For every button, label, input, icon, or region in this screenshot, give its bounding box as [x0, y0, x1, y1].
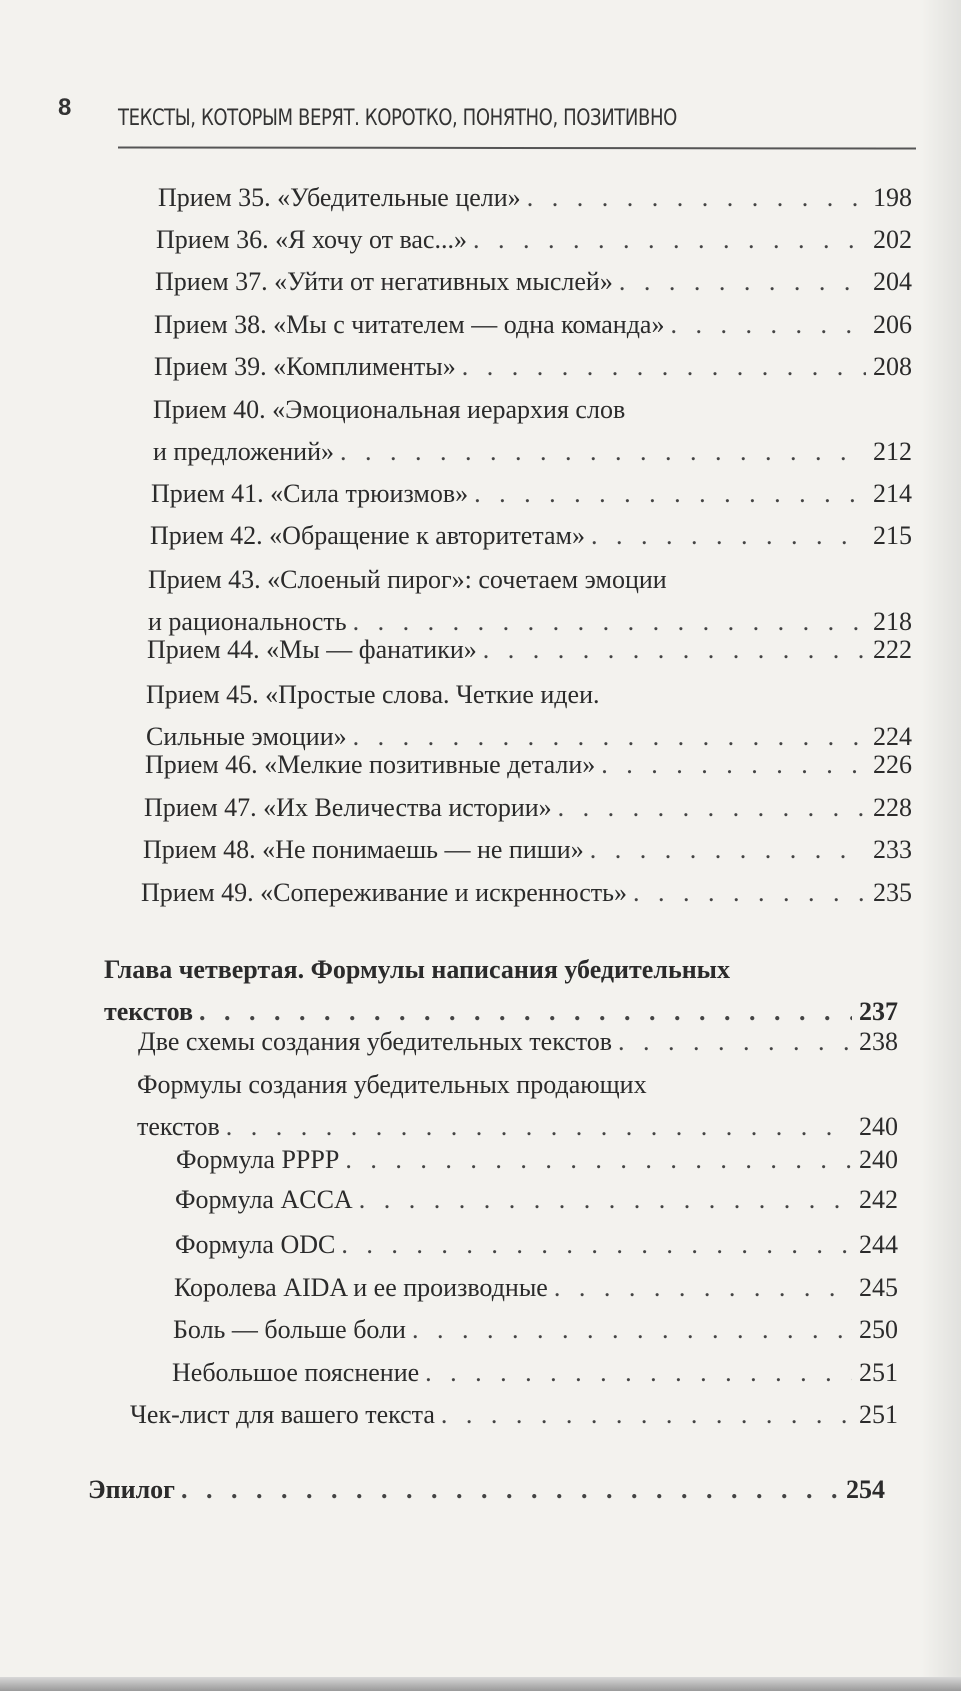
toc-entry-title: Формулы создания убедительных продающих	[137, 1070, 647, 1099]
toc-entry-title: Прием 35. «Убедительные цели»	[158, 183, 521, 212]
dot-leader	[590, 834, 866, 866]
dot-leader	[558, 792, 866, 824]
toc-entry	[175, 1229, 898, 1261]
toc-entry	[104, 954, 898, 1028]
toc-entry	[130, 1399, 898, 1431]
toc-page-number: 206	[873, 310, 912, 339]
toc-page-number: 198	[873, 183, 912, 212]
toc-page-number: 218	[873, 607, 912, 636]
toc-entry	[148, 564, 912, 638]
toc-page-number: 208	[873, 352, 912, 381]
toc-entry	[144, 792, 912, 824]
toc-entry	[158, 182, 912, 214]
toc-entry	[156, 224, 912, 256]
toc-entry	[151, 478, 912, 510]
page-edge-shadow	[921, 0, 961, 1691]
toc-entry-title: Чек-лист для вашего текста	[130, 1400, 435, 1429]
page-number: 8	[58, 94, 72, 121]
toc-page-number: 238	[859, 1027, 898, 1056]
toc-entry	[155, 266, 912, 298]
toc-entry-title: Эпилог	[88, 1475, 175, 1504]
toc-entry	[141, 877, 912, 909]
dot-leader	[199, 996, 852, 1028]
header-rule	[118, 146, 916, 149]
toc-page-number: 215	[873, 521, 912, 550]
toc-entry-title: Прием 37. «Уйти от негативных мыслей»	[155, 267, 613, 296]
toc-entry	[175, 1184, 898, 1216]
dot-leader	[591, 520, 866, 552]
dot-leader	[181, 1474, 839, 1506]
toc-entry-title: Королева AIDA и ее производные	[174, 1273, 548, 1302]
toc-entry-title: Прием 39. «Комплименты»	[154, 352, 456, 381]
toc-entry	[154, 309, 912, 341]
toc-entry-title: текстов	[137, 1112, 220, 1141]
toc-entry	[143, 834, 912, 866]
toc-entry	[145, 749, 912, 781]
toc-entry	[137, 1069, 898, 1143]
dot-leader	[341, 1229, 852, 1261]
toc-page-number: 251	[859, 1400, 898, 1429]
toc-entry-title: Глава четвертая. Формулы написания убедительных	[104, 955, 730, 984]
toc-entry-title: Прием 46. «Мелкие позитивные детали»	[145, 750, 596, 779]
toc-page-number: 222	[873, 635, 912, 664]
toc-entry-title: Прием 43. «Слоеный пирог»: сочетаем эмоции	[148, 565, 667, 594]
toc-page-number: 204	[873, 267, 912, 296]
toc-entry-title: Небольшое пояснение	[172, 1358, 420, 1387]
page-bottom-shadow	[0, 1677, 961, 1691]
toc-page-number: 233	[873, 835, 912, 864]
toc-entry-title: Прием 47. «Их Величества истории»	[144, 793, 552, 822]
toc-page-number: 214	[873, 479, 912, 508]
dot-leader	[359, 1184, 852, 1216]
toc-entry	[172, 1357, 898, 1389]
toc-page-number: 240	[859, 1112, 898, 1141]
toc-entry-title: текстов	[104, 997, 194, 1026]
toc-entry-title: и предложений»	[153, 437, 334, 466]
dot-leader	[554, 1272, 852, 1304]
toc-page-number: 202	[873, 225, 912, 254]
dot-leader	[441, 1399, 852, 1431]
toc-entry-title: Прием 48. «Не понимаешь — не пиши»	[143, 835, 584, 864]
toc-page-number: 240	[859, 1145, 898, 1174]
toc-entry	[147, 634, 912, 666]
toc-entry	[154, 351, 912, 383]
dot-leader	[601, 749, 866, 781]
toc-entry	[173, 1314, 898, 1346]
toc-entry	[153, 394, 912, 468]
toc-entry-title: Прием 40. «Эмоциональная иерархия слов	[153, 395, 626, 424]
dot-leader	[226, 1111, 852, 1143]
toc-entry-title: Прием 49. «Сопереживание и искренность»	[141, 878, 628, 907]
dot-leader	[474, 478, 866, 510]
toc-page-number: 244	[859, 1230, 898, 1259]
toc-entry	[174, 1272, 898, 1304]
toc-entry-title: Прием 42. «Обращение к авторитетам»	[150, 521, 585, 550]
toc-entry-title: Прием 44. «Мы — фанатики»	[147, 635, 477, 664]
toc-page-number: 224	[873, 722, 912, 751]
dot-leader	[618, 1026, 852, 1058]
dot-leader	[670, 309, 866, 341]
toc-entry	[150, 520, 912, 552]
running-title: ТЕКСТЫ, КОТОРЫМ ВЕРЯТ. КОРОТКО, ПОНЯТНО, ПОЗИТИВНО	[118, 106, 677, 131]
toc-page-number: 212	[873, 437, 912, 466]
toc-entry-title: Формула PPPP	[176, 1145, 340, 1174]
toc-entry	[88, 1474, 885, 1506]
toc-entry-title: Прием 41. «Сила трюизмов»	[151, 479, 469, 508]
toc-entry	[146, 679, 912, 753]
dot-leader	[412, 1314, 852, 1346]
dot-leader	[473, 224, 866, 256]
dot-leader	[462, 351, 866, 383]
dot-leader	[425, 1357, 852, 1389]
toc-entry-title: Две схемы создания убедительных текстов	[138, 1027, 613, 1056]
toc-page-number: 254	[846, 1475, 885, 1504]
toc-page-number: 237	[859, 997, 898, 1026]
toc-entry-title: Прием 36. «Я хочу от вас...»	[156, 225, 467, 254]
toc-entry-title: Прием 45. «Простые слова. Четкие идеи.	[146, 680, 600, 709]
toc-page-number: 251	[859, 1358, 898, 1387]
dot-leader	[619, 266, 866, 298]
toc-page-number: 250	[859, 1315, 898, 1344]
toc-page-number: 235	[873, 878, 912, 907]
toc-page-number: 228	[873, 793, 912, 822]
dot-leader	[483, 634, 866, 666]
dot-leader	[345, 1144, 852, 1176]
toc-entry-title: Боль — больше боли	[173, 1315, 406, 1344]
toc-page-number: 245	[859, 1273, 898, 1302]
toc-entry-title: Сильные эмоции»	[146, 722, 347, 751]
toc-entry	[138, 1026, 898, 1058]
toc-entry-title: Формула ACCA	[175, 1185, 353, 1214]
dot-leader	[633, 877, 866, 909]
toc-entry	[176, 1144, 898, 1176]
toc-page-number: 242	[859, 1185, 898, 1214]
toc-entry-title: Прием 38. «Мы с читателем — одна команда»	[154, 310, 665, 339]
toc-entry-title: Формула ODC	[175, 1230, 336, 1259]
toc-page-number: 226	[873, 750, 912, 779]
toc-entry-title: и рациональность	[148, 607, 347, 636]
dot-leader	[527, 182, 866, 214]
dot-leader	[340, 436, 866, 468]
